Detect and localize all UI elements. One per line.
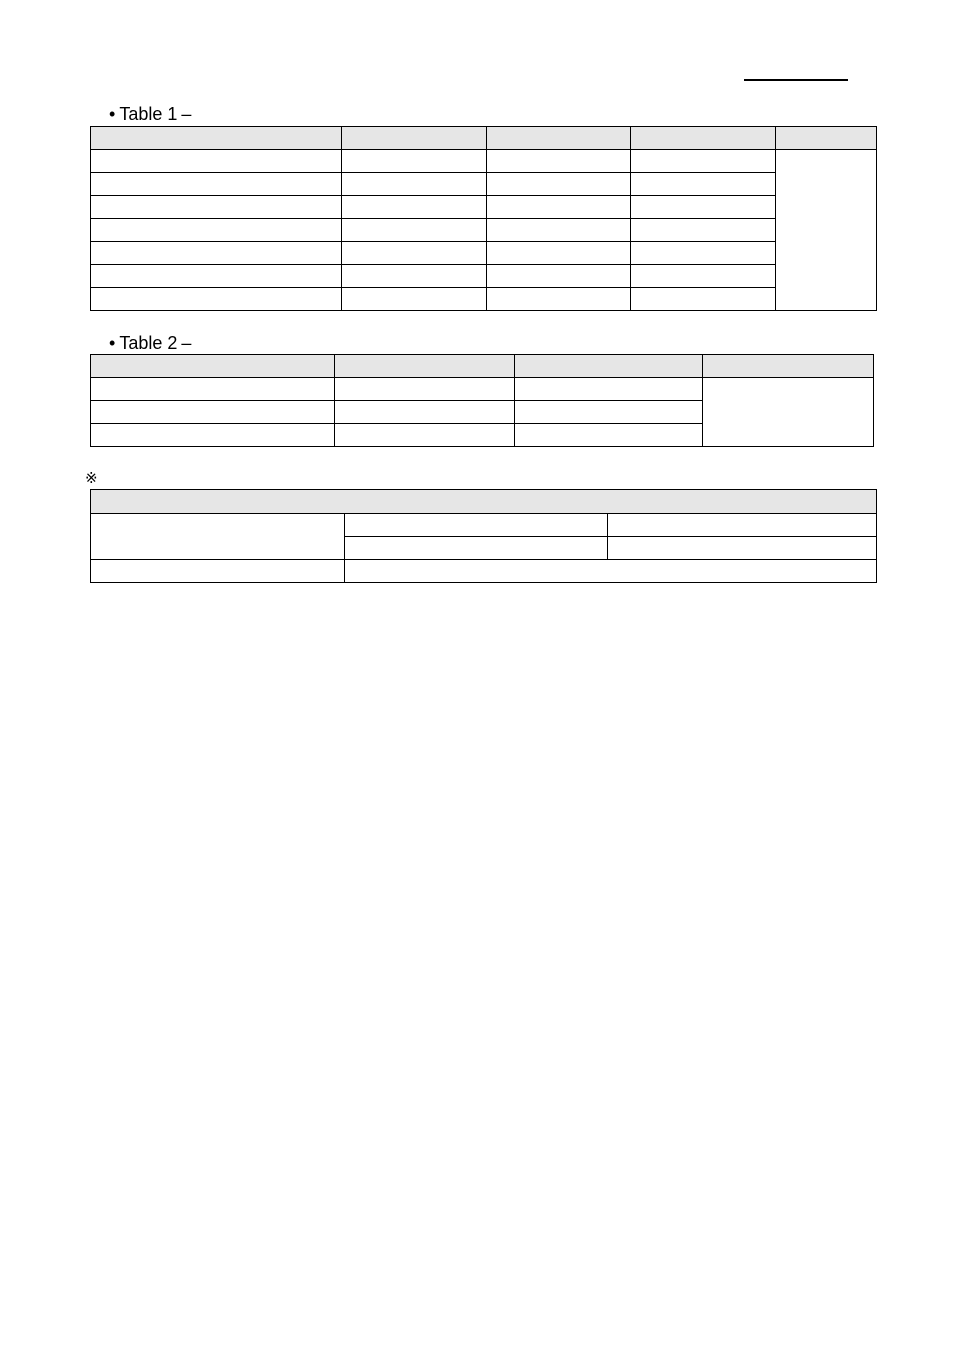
table-cell <box>515 401 703 424</box>
table2-header-cell <box>703 355 874 378</box>
table-cell <box>342 150 487 173</box>
table-cell <box>342 288 487 311</box>
table1-caption-dash: – <box>181 104 192 124</box>
table-cell <box>515 378 703 401</box>
note-table-header-cell <box>91 490 877 514</box>
table1-caption <box>109 104 191 124</box>
table-cell <box>487 265 631 288</box>
table-row <box>91 560 877 583</box>
table2-header-cell <box>515 355 703 378</box>
table-row <box>91 378 874 401</box>
table-cell <box>487 288 631 311</box>
table-cell <box>515 424 703 447</box>
table1-caption-label: Table 1 <box>119 104 178 124</box>
table-cell <box>608 537 877 560</box>
table1-header-cell <box>776 127 877 150</box>
table-cell <box>91 150 342 173</box>
table-cell <box>345 514 608 537</box>
table-row <box>91 173 877 196</box>
table-cell <box>91 196 342 219</box>
table-cell <box>631 288 776 311</box>
table-cell <box>91 173 342 196</box>
table1-header-cell <box>91 127 342 150</box>
table-cell <box>487 242 631 265</box>
table2-caption-bullet: • <box>109 333 116 353</box>
table-cell <box>91 424 335 447</box>
table-cell <box>342 242 487 265</box>
table-row <box>91 514 877 537</box>
table-cell <box>487 219 631 242</box>
table-row <box>91 150 877 173</box>
table-row <box>91 219 877 242</box>
table1-merged-cell <box>776 150 877 311</box>
table-row <box>91 265 877 288</box>
table2-caption-dash: – <box>181 333 192 353</box>
table-1 <box>90 126 877 311</box>
table-cell <box>342 265 487 288</box>
table-cell <box>91 219 342 242</box>
note-table <box>90 489 877 583</box>
table-cell <box>335 424 515 447</box>
table-2 <box>90 354 874 447</box>
table-cell <box>631 196 776 219</box>
table-cell <box>91 242 342 265</box>
table-cell <box>487 150 631 173</box>
table-cell <box>631 265 776 288</box>
table-cell <box>91 560 345 583</box>
table-cell <box>342 219 487 242</box>
table-cell <box>91 288 342 311</box>
note-table-wide-cell <box>345 560 877 583</box>
table-row <box>91 288 877 311</box>
table-cell <box>335 401 515 424</box>
table2-caption-label: Table 2 <box>119 333 178 353</box>
table-cell <box>91 401 335 424</box>
table1-caption-bullet: • <box>109 104 116 124</box>
table-cell <box>487 196 631 219</box>
table-row <box>91 242 877 265</box>
table-cell <box>631 242 776 265</box>
table-cell <box>335 378 515 401</box>
header-rule <box>744 79 848 81</box>
table-cell <box>608 514 877 537</box>
table1-header-cell <box>487 127 631 150</box>
table-cell <box>91 265 342 288</box>
table-cell <box>91 378 335 401</box>
table-cell <box>487 173 631 196</box>
table-cell <box>342 173 487 196</box>
table2-merged-cell <box>703 378 874 447</box>
table1-header-cell <box>342 127 487 150</box>
note-table-header-row <box>91 490 877 514</box>
table-cell <box>631 150 776 173</box>
table-cell <box>342 196 487 219</box>
table2-header-row <box>91 355 874 378</box>
note-table-merged-cell <box>91 514 345 560</box>
table-row <box>91 196 877 219</box>
table2-header-cell <box>91 355 335 378</box>
table2-header-cell <box>335 355 515 378</box>
table1-header-row <box>91 127 877 150</box>
table-cell <box>345 537 608 560</box>
table2-caption <box>109 333 191 353</box>
note-mark: ※ <box>85 469 98 487</box>
table1-header-cell <box>631 127 776 150</box>
table-cell <box>631 173 776 196</box>
table-cell <box>631 219 776 242</box>
